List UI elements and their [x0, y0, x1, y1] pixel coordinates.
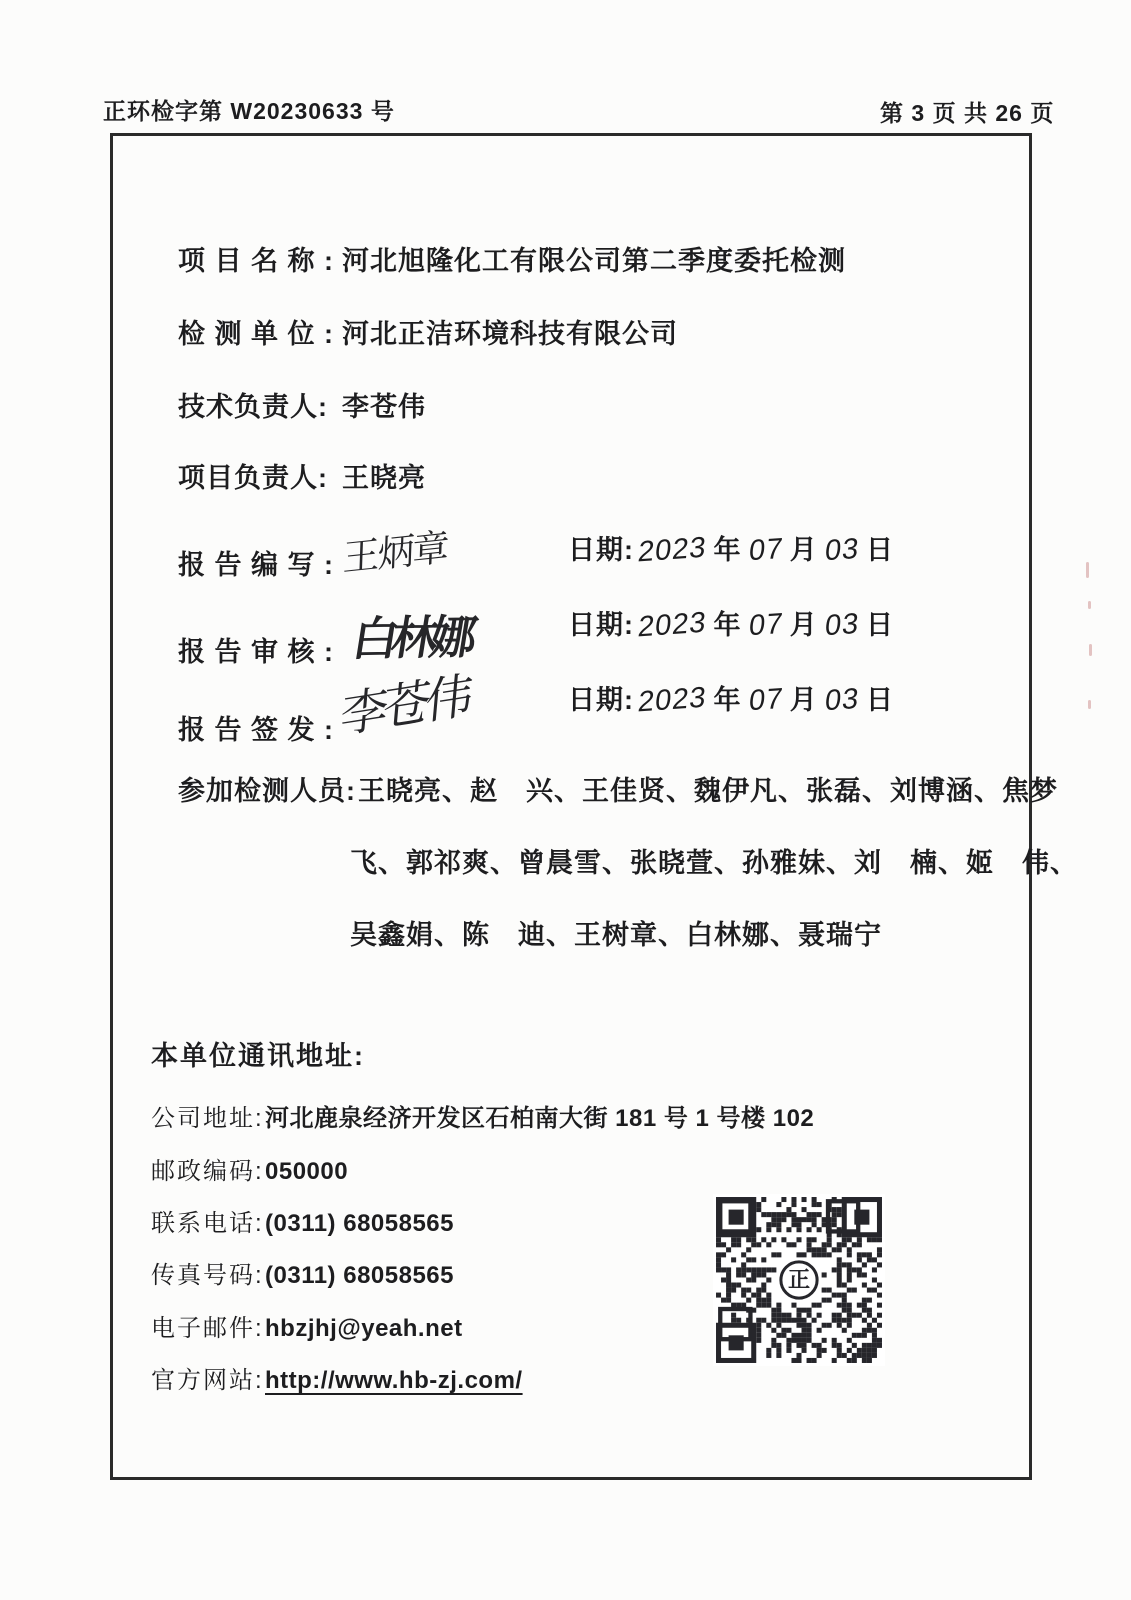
handwritten-day: 03	[823, 532, 861, 568]
contact-value: 050000	[265, 1158, 349, 1185]
contact-label: 邮政编码:	[151, 1158, 264, 1185]
row-report-writer	[178, 526, 895, 588]
contact-row-phone	[151, 1203, 454, 1238]
contact-row-email	[151, 1308, 463, 1343]
date-label: 日期:	[568, 685, 634, 715]
field-project-name	[178, 239, 846, 278]
field-label: 检 测 单 位 :	[178, 319, 334, 349]
field-testing-unit	[178, 312, 678, 351]
participants-line	[178, 755, 1058, 827]
contact-value: (0311) 68058565	[265, 1210, 454, 1237]
field-label: 报 告 编 写 :	[178, 550, 334, 580]
field-label: 报 告 审 核 :	[178, 637, 334, 667]
handwritten-year: 2023	[636, 681, 709, 719]
handwritten-year: 2023	[636, 531, 709, 569]
participants-section	[178, 755, 1078, 971]
date-block	[568, 678, 897, 717]
date-label: 日期:	[568, 535, 634, 565]
contact-row-fax	[151, 1255, 454, 1290]
contact-label: 传真号码:	[151, 1262, 264, 1289]
contact-row-address	[151, 1098, 814, 1133]
handwritten-month: 07	[746, 532, 785, 568]
page-indicator: 第 3 页 共 26 页	[880, 100, 1055, 126]
participants-names: 王晓亮、赵 兴、王佳贤、魏伊凡、张磊、刘博涵、焦梦	[358, 776, 1058, 806]
month-unit: 月	[789, 610, 818, 640]
handwritten-day: 03	[823, 682, 861, 718]
handwritten-day: 03	[823, 607, 861, 643]
website-link: http://www.hb-zj.com/	[265, 1367, 523, 1394]
day-unit: 日	[866, 610, 895, 640]
contact-heading: 本单位通讯地址:	[151, 1041, 365, 1071]
participants-line: 飞、郭祁爽、曾晨雪、张晓萱、孙雅妹、刘 楠、姬 伟、	[350, 848, 1078, 878]
handwritten-signature: 李苍伟	[338, 669, 471, 744]
handwritten-month: 07	[746, 682, 785, 718]
field-technical-director	[178, 385, 426, 424]
participants-line: 吴鑫娟、陈 迪、王树章、白林娜、聂瑞宁	[350, 920, 882, 950]
field-label: 技术负责人:	[178, 392, 328, 422]
ink-bleed-mark	[1086, 562, 1089, 578]
field-label: 项 目 名 称 :	[178, 246, 334, 276]
row-report-reviewer	[178, 603, 895, 667]
field-value: 河北旭隆化工有限公司第二季度委托检测	[342, 246, 846, 276]
svg-text:正: 正	[787, 1267, 811, 1293]
contact-label: 联系电话:	[151, 1210, 264, 1237]
ink-bleed-mark	[1088, 601, 1091, 609]
year-unit: 年	[713, 535, 742, 565]
date-label: 日期:	[568, 610, 634, 640]
date-block	[568, 603, 897, 642]
contact-row-website	[151, 1360, 523, 1395]
day-unit: 日	[866, 685, 895, 715]
month-unit: 月	[789, 685, 818, 715]
handwritten-signature: 白林娜	[348, 610, 474, 665]
handwritten-month: 07	[746, 607, 785, 643]
contact-value: (0311) 68058565	[265, 1262, 454, 1289]
handwritten-signature: 王炳章	[342, 526, 448, 579]
row-report-issuer	[178, 669, 895, 745]
month-unit: 月	[789, 535, 818, 565]
ink-bleed-mark	[1088, 700, 1091, 709]
participants-label: 参加检测人员:	[178, 776, 356, 806]
contact-label: 公司地址:	[151, 1105, 264, 1132]
day-unit: 日	[866, 535, 895, 565]
year-unit: 年	[713, 685, 742, 715]
field-value: 李苍伟	[342, 392, 426, 422]
field-label: 项目负责人:	[178, 463, 328, 493]
contact-label: 官方网站:	[151, 1367, 264, 1394]
report-info-box	[110, 133, 1078, 1480]
qr-code	[713, 1194, 885, 1366]
date-block	[568, 528, 897, 567]
field-label: 报 告 签 发 :	[178, 715, 334, 745]
field-value: 河北正洁环境科技有限公司	[342, 319, 678, 349]
document-number: 正环检字第 W20230633 号	[103, 98, 395, 124]
contact-value: 河北鹿泉经济开发区石柏南大街 181 号 1 号楼 102	[265, 1105, 815, 1132]
contact-row-postcode	[151, 1151, 348, 1186]
contact-label: 电子邮件:	[151, 1315, 264, 1342]
field-value: 王晓亮	[342, 463, 426, 493]
ink-bleed-mark	[1089, 644, 1092, 656]
field-project-leader	[178, 456, 426, 495]
year-unit: 年	[713, 610, 742, 640]
contact-value: hbzjhj@yeah.net	[265, 1315, 463, 1342]
handwritten-year: 2023	[636, 606, 709, 644]
